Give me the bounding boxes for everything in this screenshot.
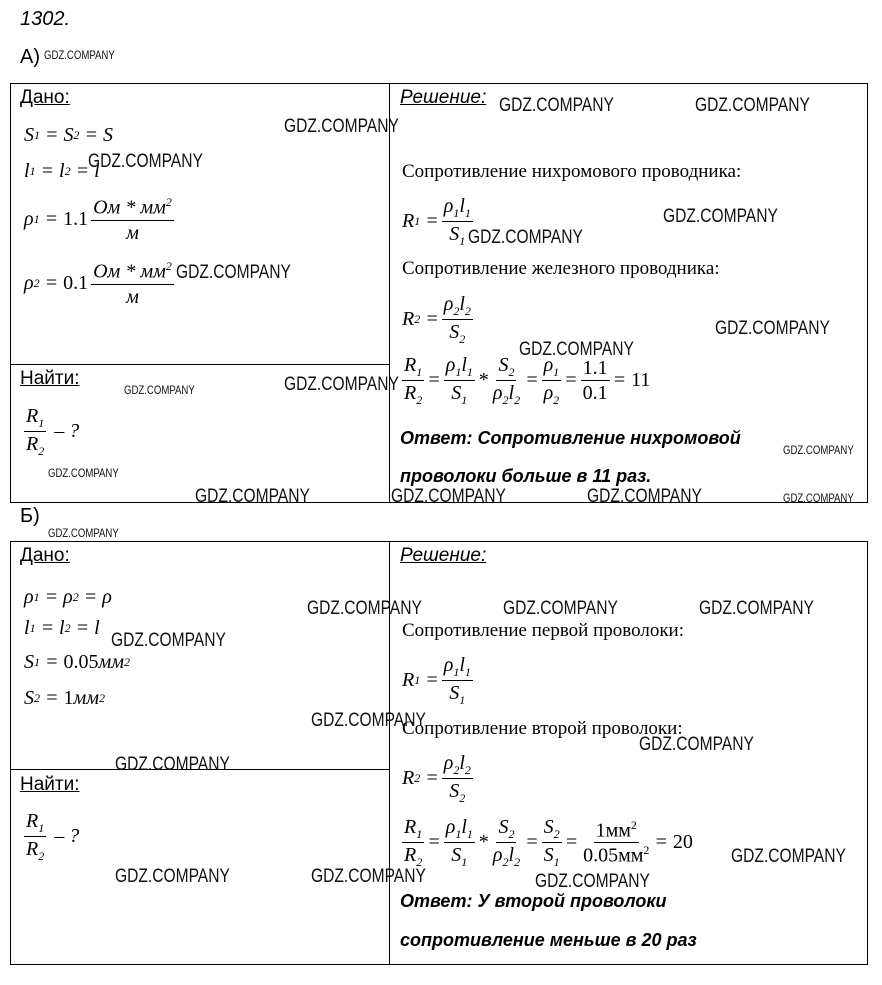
rho1-unit-num: Ом * мм — [93, 196, 166, 219]
watermark: GDZ.COMPANY — [391, 486, 506, 507]
watermark: GDZ.COMPANY — [284, 116, 399, 137]
given-a-area-eq: S 1 = S 2 = S — [24, 124, 113, 146]
watermark: GDZ.COMPANY — [783, 443, 854, 457]
rho2-value: 0.1 — [63, 272, 89, 295]
watermark: GDZ.COMPANY — [663, 206, 778, 227]
given-b-rho-eq: ρ 1 = ρ 2 = ρ — [24, 586, 112, 608]
watermark: GDZ.COMPANY — [731, 846, 846, 867]
solution-b-ratio-formula: $\frac{R_1}{R_2}$ = $\frac{\rho_1l_1}{S_1}$ * $\frac{S_2}{\rho_2l_2}$ = $\frac{S_2}{S_1}$ = $\frac{1мм^2}{0.05мм^2}$ = 20 — [404, 816, 693, 870]
watermark: GDZ.COMPANY — [587, 486, 702, 507]
given-header-a: Дано: — [20, 87, 70, 108]
table-b-bottom-border — [10, 964, 868, 965]
s2-value: 1 — [63, 687, 74, 709]
watermark: GDZ.COMPANY — [284, 374, 399, 395]
watermark: GDZ.COMPANY — [535, 871, 650, 892]
ratio-b-result: 20 — [672, 831, 693, 854]
watermark: GDZ.COMPANY — [699, 598, 814, 619]
given-b-s1-eq: S 1 = 0.05 мм 2 — [24, 651, 131, 673]
table-b-right-border — [867, 541, 868, 965]
s1-unit: мм — [98, 651, 125, 673]
table-a-top-border — [10, 83, 868, 84]
watermark: GDZ.COMPANY — [639, 734, 754, 755]
part-b-label: Б) — [20, 505, 40, 527]
watermark: GDZ.COMPANY — [468, 227, 583, 248]
given-a-rho1-eq: ρ 1 = 1.1 $\frac{Ом * мм^2}{м}$ — [24, 195, 172, 244]
watermark: GDZ.COMPANY — [307, 598, 422, 619]
watermark: GDZ.COMPANY — [499, 95, 614, 116]
table-b-top-border — [10, 541, 868, 542]
watermark: GDZ.COMPANY — [48, 526, 119, 540]
given-header-b: Дано: — [20, 545, 70, 566]
solution-header-a: Решение: — [400, 87, 487, 108]
answer-b-line1: Ответ: У второй проволоки — [400, 891, 667, 911]
watermark: GDZ.COMPANY — [311, 710, 426, 731]
rho2-unit-den: м — [126, 285, 139, 308]
solution-b-r1-formula: R 1 = $\frac{\rho_1l_1}{S_1}$ — [402, 654, 471, 708]
answer-a-line2: проволоки больше в 11 раз. — [400, 466, 652, 486]
ratio-b-den: 0.05мм — [583, 844, 644, 867]
watermark: GDZ.COMPANY — [311, 866, 426, 887]
solution-a-r2-formula: R 2 = $\frac{\rho_2l_2}{S_2}$ — [402, 293, 471, 347]
watermark: GDZ.COMPANY — [115, 754, 230, 775]
watermark: GDZ.COMPANY — [176, 262, 291, 283]
part-a-label: А) — [20, 46, 40, 68]
solution-b-line1: Сопротивление первой проволоки: — [402, 620, 684, 641]
watermark: GDZ.COMPANY — [111, 630, 226, 651]
solution-a-ratio-formula: $\frac{R_1}{R_2}$ = $\frac{\rho_1l_1}{S_1}$ * $\frac{S_2}{\rho_2l_2}$ = $\frac{\rho_1}{\rho_2}$ = $\frac{1.1}{0.1}$ = 11 — [404, 354, 651, 408]
solution-b-r2-formula: R 2 = $\frac{\rho_2l_2}{S_2}$ — [402, 752, 471, 806]
watermark: GDZ.COMPANY — [715, 318, 830, 339]
watermark: GDZ.COMPANY — [503, 598, 618, 619]
table-a-right-border — [867, 83, 868, 503]
find-header-b: Найти: — [20, 774, 80, 795]
find-header-a: Найти: — [20, 368, 80, 389]
watermark: GDZ.COMPANY — [88, 151, 203, 172]
ratio-b-num: 1мм — [595, 819, 631, 842]
s2-unit: мм — [73, 687, 100, 709]
table-a-left-border — [10, 83, 11, 503]
table-a-divider — [389, 83, 390, 503]
given-a-rho2-eq: ρ 2 = 0.1 $\frac{Ом * мм^2}{м}$ — [24, 259, 172, 308]
table-b-left-border — [10, 541, 11, 965]
find-b-ratio: $\frac{R_1}{R_2}$ – ? — [26, 810, 80, 864]
answer-b-line2: сопротивление меньше в 20 раз — [400, 930, 697, 950]
watermark: GDZ.COMPANY — [115, 866, 230, 887]
solution-a-line2: Сопротивление железного проводника: — [402, 258, 720, 279]
answer-a-line1: Ответ: Сопротивление нихромовой — [400, 428, 741, 448]
watermark: GDZ.COMPANY — [44, 48, 115, 62]
rho2-unit-num: Ом * мм — [93, 260, 166, 283]
given-b-s2-eq: S 2 = 1 мм 2 — [24, 687, 106, 709]
rho1-unit-den: м — [126, 221, 139, 244]
find-a-ratio: $\frac{R_1}{R_2}$ – ? — [26, 405, 80, 459]
solution-header-b: Решение: — [400, 545, 487, 566]
given-a-length-eq: l 1 = l 2 = l — [24, 160, 100, 182]
watermark: GDZ.COMPANY — [195, 486, 310, 507]
given-b-length-eq: l 1 = l 2 = l — [24, 617, 100, 639]
ratio-a-num: 1.1 — [582, 357, 608, 380]
rho1-value: 1.1 — [63, 208, 89, 231]
solution-a-line1: Сопротивление нихромового проводника: — [402, 161, 742, 182]
watermark: GDZ.COMPANY — [48, 466, 119, 480]
watermark: GDZ.COMPANY — [519, 339, 634, 360]
watermark: GDZ.COMPANY — [124, 383, 195, 397]
watermark: GDZ.COMPANY — [695, 95, 810, 116]
ratio-a-den: 0.1 — [582, 382, 608, 405]
solution-b-line2: Сопротивление второй проволоки: — [402, 718, 683, 739]
solution-a-r1-formula: R 1 = $\frac{\rho_1l_1}{S_1}$ — [402, 195, 471, 249]
s1-value: 0.05 — [63, 651, 99, 673]
watermark: GDZ.COMPANY — [783, 491, 854, 505]
problem-number: 1302. — [20, 8, 71, 30]
table-a-given-find-divider — [10, 364, 390, 365]
ratio-a-result: 11 — [631, 369, 651, 392]
